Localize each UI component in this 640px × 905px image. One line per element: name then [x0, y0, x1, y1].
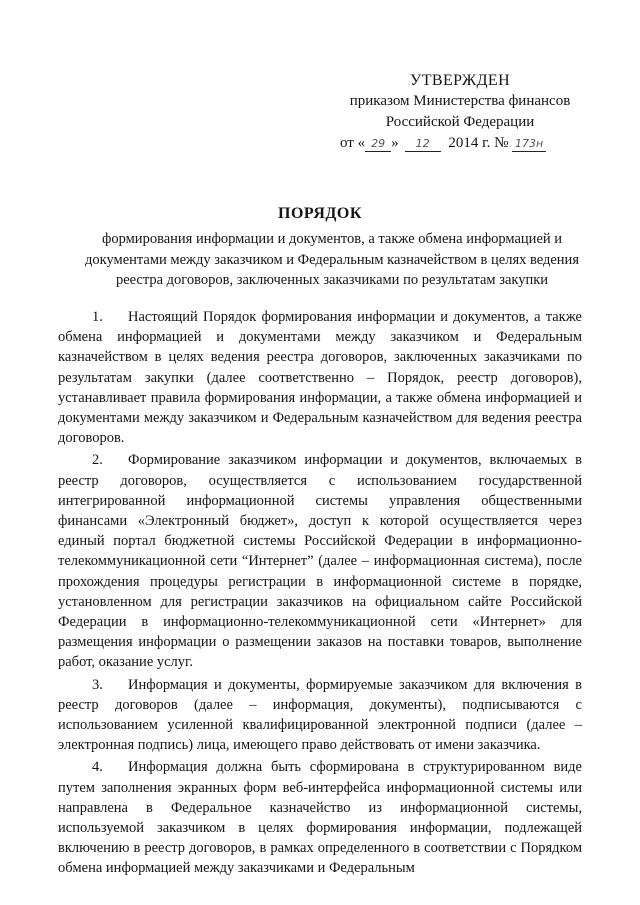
paragraph-number: 3.	[92, 676, 103, 693]
paragraph-number: 4.	[92, 759, 103, 776]
date-day-handwritten: 29	[365, 137, 391, 152]
paragraph-3	[58, 675, 582, 756]
date-year: 2014 г. №	[448, 135, 509, 151]
date-mid: »	[391, 135, 399, 151]
approval-order-line: приказом Министерства финансов	[349, 93, 571, 109]
paragraph-text: Формирование заказчиком информации и документов, включаемых в реестр договоров, осуществляется с использованием государственной интегрированной информационной системы управления общественными финансами «Электронный бюджет», доступ к которой осуществляется через единый портал бюджетной системы Российской Федерации в информационно-телекоммуникационной сети “Интернет” (далее – информационная система), после прохождения процедуры регистрации в информационной системе в порядке, установленном для регистрации заказчиков на официальном сайте Российской Федерации в информационно-телекоммуникационной сети «Интернет» для размещения информации о размещении заказов на поставки товаров, выполнение работ, оказание услуг.	[58, 452, 582, 671]
paragraph-text: Настоящий Порядок формирования информации и документов, а также обмена информацией и документами между заказчиком и Федеральным казначейством в целях ведения реестра договоров, заключенных заказчиками по результатам закупки (далее соответственно – Порядок, реестр договоров), устанавливает правила формирования информации, а также обмена информацией и документами между заказчиком и Федеральным казначейством для ведения реестра договоров.	[58, 309, 582, 447]
paragraph-1	[58, 307, 582, 448]
paragraph-2	[58, 450, 582, 672]
approval-title: УТВЕРЖДЕН	[409, 72, 511, 89]
date-month-handwritten: 12	[405, 137, 441, 152]
document-body	[58, 307, 582, 881]
document-subtitle: формирования информации и документов, а также обмена информацией и документами между заказчиком и Федеральным казначейством в целях ведения реестра договоров, заключенных заказчиками по результатам закупки	[85, 231, 579, 288]
approval-date-line	[330, 133, 590, 154]
date-prefix: от «	[340, 135, 366, 151]
document-title: ПОРЯДОК	[278, 205, 362, 222]
order-number-handwritten: 173н	[512, 137, 546, 152]
approval-stamp	[330, 70, 590, 154]
paragraph-text: Информация должна быть сформирована в структурированном виде путем заполнения экранных форм веб-интерфейса информационной системы или направлена в Федеральное казначейство из информационной системы, используемой заказчиком в целях формирования информации, подлежащей включению в реестр договоров, в рамках определенного в соответствии с Порядком обмена информацией между заказчиками и Федеральным	[58, 759, 582, 877]
paragraph-4	[58, 757, 582, 878]
paragraph-text: Информация и документы, формируемые заказчиком для включения в реестр договоров (далее – информация, документы), подписываются с использованием усиленной квалифицированной электронной подписи (далее – электронная подпись) лица, имеющего право действовать от имени заказчика.	[58, 676, 582, 754]
paragraph-number: 1.	[92, 309, 103, 325]
approval-ministry-line: Российской Федерации	[385, 114, 535, 130]
paragraph-number: 2.	[92, 452, 103, 469]
